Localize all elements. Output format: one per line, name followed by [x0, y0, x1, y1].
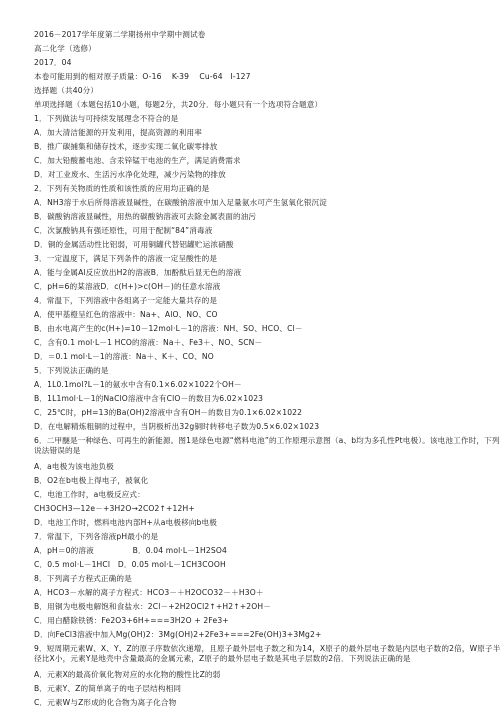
question-line: D．铜的金属活动性比铝弱，可用铜罐代替铝罐贮运浓硝酸: [34, 240, 234, 249]
question-line: C．用白醋除铁锈：Fe2O3+6H+===3H2O + 2Fe3+: [34, 616, 229, 625]
question-line: A．pH＝0的溶液 B．0.04 mol·L－1H2SO4: [34, 546, 227, 555]
question-line: B．推广碳捕集和储存技术，逐步实现二氧化碳零排放: [34, 142, 218, 151]
atomic-masses: 本卷可能用到的相对原子质量：O-16 K-39 Cu-64 I-127: [34, 72, 251, 81]
question-line: 4．常温下，下列溶液中各组离子一定能大量共存的是: [34, 296, 218, 305]
question-line: C．加大铅酸蓄电池、含汞锌锰干电池的生产，满足消费需求: [34, 156, 241, 165]
question-line: D．在电解精炼粗铜的过程中，当阴极析出32g铜时转移电子数为0.5×6.02×1023: [34, 422, 320, 431]
question-line: A．能与金属Al反应放出H2的溶液B．加酚酞后显无色的溶液: [34, 268, 242, 277]
exam-date: 2017．04: [34, 58, 72, 67]
question-line: 8．下列离子方程式正确的是: [34, 574, 132, 583]
question-line: 5．下列说法正确的是: [34, 366, 109, 375]
question-line: C．0.5 mol·L－1HCl D．0.05 mol·L－1CH3COOH: [34, 560, 226, 569]
question-line: D．＝0.1 mol·L－1的溶液：Na＋、K＋、CO、NO: [34, 352, 214, 361]
question-line: 9．短周期元素W、X、Y、Z的原子序数依次递增，且原子最外层电子数之和为14，X原子的最外层电子数是内层电子数的2倍，W原子半径比X小，元素Y是地壳中含量最高的金属元素，Z原子的最外层电子数是其电子层数的2倍．下列说法正确的是: [34, 644, 501, 663]
section-title: 选择题（共40分）: [34, 86, 99, 95]
question-line: A．1L0.1mol?L－1的氨水中含有0.1×6.02×1022个OH－: [34, 380, 242, 389]
question-line: A．加大清洁能源的开发利用，提高资源的利用率: [34, 128, 202, 137]
section-description: 单项选择题（本题包括10小题，每题2分，共20分．每小题只有一个选项符合题意）: [34, 100, 323, 109]
question-line: C．含有0.1 mol·L－1 HCO的溶液：Na＋、Fe3＋、NO、SCN－: [34, 338, 263, 347]
question-line: B．O2在b电极上得电子，被氧化: [34, 476, 149, 485]
exam-title: 2016－2017学年度第二学期扬州中学期中测试卷: [34, 30, 206, 39]
question-line: A．NH3溶于水后所得溶液显碱性，在碳酸钠溶液中加入足量氨水可产生氢氧化银沉淀: [34, 198, 328, 207]
question-line: 7．常温下，下列各溶液pH最小的是: [34, 532, 159, 541]
question-line: B．碳酸钠溶液显碱性，用热的碳酸钠溶液可去除金属表面的油污: [34, 212, 257, 221]
question-line: 6．二甲醚是一种绿色、可再生的新能源。图1是绿色电源“燃料电池”的工作原理示意图（a、b均为多孔性Pt电极）。该电池工作时，下列说法错误的是: [34, 436, 500, 455]
question-line: A．元素X的最高价氧化物对应的水化物的酸性比Z的弱: [34, 670, 221, 679]
exam-subject: 高二化学（选修）: [34, 44, 96, 53]
question-line: C．电池工作时，a电极反应式：: [34, 490, 145, 499]
question-line: A．HCO3－水解的离子方程式：HCO3－＋H2OCO32－＋H3O＋: [34, 588, 264, 597]
question-line: B．用铜为电极电解饱和食盐水：2Cl－+2H2OCl2↑+H2↑+2OH－: [34, 602, 271, 611]
question-line: A．a电极为该电池负极: [34, 462, 114, 471]
question-line: 1．下列做法与可持续发展理念不符合的是: [34, 114, 179, 123]
question-line: D．对工业废水、生活污水净化处理，减少污染物的排放: [34, 170, 226, 179]
question-line: 2．下列有关物质的性质和该性质的应用均正确的是: [34, 184, 210, 193]
question-line: 3．一定温度下，满足下列条件的溶液一定呈酸性的是: [34, 254, 218, 263]
question-line: B．元素Y、Z的简单离子的电子层结构相同: [34, 684, 182, 693]
question-line: C．25℃时，pH=13的Ba(OH)2溶液中含有OH－的数目为0.1×6.02×1022: [34, 408, 303, 417]
question-line: A．使甲基橙呈红色的溶液中：Na+、AlO、NO、CO: [34, 310, 218, 319]
question-line: C．元素W与Z形成的化合物为离子化合物: [34, 698, 177, 707]
question-line: CH3OCH3—12e－+3H2O→2CO2↑+12H+: [34, 504, 195, 513]
question-line: D．电池工作时，燃料电池内部H+从a电极移向b电极: [34, 518, 218, 527]
question-line: D．向FeCl3溶液中加入Mg(OH)2：3Mg(OH)2+2Fe3+===2Fe(OH)3+3Mg2+: [34, 630, 322, 639]
question-line: C．pH=6的某溶液D．c(H+)>c(OH－)的任意水溶液: [34, 282, 221, 291]
question-line: B．1L1mol·L－1的NaClO溶液中含有ClO－的数目为6.02×1023: [34, 394, 264, 403]
question-line: C．次氯酸钠具有强还原性，可用于配制“84”消毒液: [34, 226, 213, 235]
question-line: B．由水电离产生的c(H+)=10－12mol·L－1的溶液：NH、SO、HCO、Cl－: [34, 324, 303, 333]
